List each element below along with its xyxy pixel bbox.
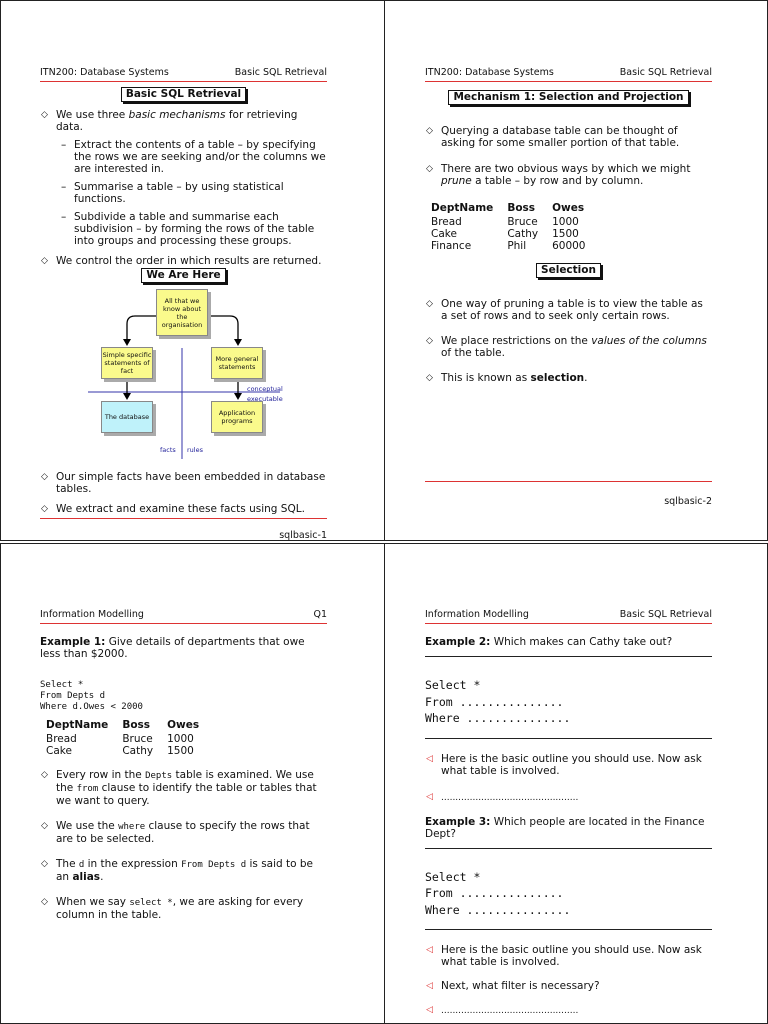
header-right: Basic SQL Retrieval xyxy=(619,67,712,78)
diamond-icon: ◇ xyxy=(426,126,433,136)
table-row: Bread Bruce 1000 xyxy=(46,733,194,745)
table-header-row: DeptName Boss Owes xyxy=(431,202,585,214)
slide-header xyxy=(425,67,712,82)
table-row: Bread Bruce 1000 xyxy=(431,216,579,228)
slide-2 xyxy=(384,0,768,541)
slide-1 xyxy=(0,0,385,541)
sub-item: – Summarise a table – by using statistical functions. xyxy=(61,181,284,205)
sub-item: – Subdivide a table and summarise each subdivision – by forming the rows of the table into groups and processing these groups. xyxy=(61,211,315,247)
table-row: Cake Cathy 1500 xyxy=(431,228,579,240)
diamond-icon: ◇ xyxy=(426,373,433,383)
depts-table xyxy=(431,202,599,252)
bullet: ◇ When we say select *, we are asking for every column in the table. xyxy=(41,896,304,921)
sub-item: – Extract the contents of a table – by specifying the rows we are seeking and/or the columns we are interested in. xyxy=(61,139,326,175)
bullet: ◇ Querying a database table can be thought of asking for some smaller portion of that table. xyxy=(426,125,680,149)
bullet: ◇ We use the where clause to specify the rows that are to be selected. xyxy=(41,820,310,845)
example-3: Example 3: Which people are located in the Finance Dept? xyxy=(425,816,712,849)
diamond-icon: ◇ xyxy=(41,859,48,869)
general-statements-box: More general statements xyxy=(211,347,263,379)
slide-4-content xyxy=(425,609,712,1017)
triangle-left-icon: ◁ xyxy=(426,981,433,991)
simple-facts-box: Simple specific statements of fact xyxy=(101,347,153,379)
diamond-icon: ◇ xyxy=(41,821,48,831)
slide-4 xyxy=(384,543,768,1024)
dash-icon: – xyxy=(61,211,67,223)
executable-label: executable xyxy=(247,395,283,403)
slide-3 xyxy=(0,543,385,1024)
bullet: ◇ Our simple facts have been embedded in database tables. xyxy=(41,471,326,495)
header-right: Q1 xyxy=(313,609,327,620)
slide-1-content xyxy=(40,67,327,541)
bullet: ◇ One way of pruning a table is to view the table as a set of rows and to seek only certain rows. xyxy=(426,298,703,322)
diamond-icon: ◇ xyxy=(41,897,48,907)
bullet: ◇ We place restrictions on the values of the columns of the table. xyxy=(426,335,707,359)
bullet: ◇ The d in the expression From Depts d is said to be an alias. xyxy=(41,858,314,883)
we-are-here-title: We Are Here xyxy=(141,268,225,283)
diamond-icon: ◇ xyxy=(41,472,48,482)
triangle-left-icon: ◁ xyxy=(426,791,433,802)
knowledge-diagram xyxy=(40,289,327,465)
footer-rule xyxy=(425,481,712,482)
diamond-icon: ◇ xyxy=(41,504,48,514)
slide-header xyxy=(425,609,712,624)
answer-line: ◁ ................................................ xyxy=(426,1005,579,1016)
dash-icon: – xyxy=(61,181,67,193)
slide-title: Mechanism 1: Selection and Projection xyxy=(448,90,688,105)
diamond-icon: ◇ xyxy=(426,299,433,309)
database-box: The database xyxy=(101,401,153,433)
example-1: Example 1: Give details of departments that owe less than $2000. xyxy=(40,636,305,660)
slide-title: Basic SQL Retrieval xyxy=(121,87,246,102)
slide-2-content xyxy=(425,67,712,508)
bullet: ◇ We extract and examine these facts using SQL. xyxy=(40,503,327,519)
top-box: All that we know about the organisation xyxy=(156,289,208,336)
diamond-icon: ◇ xyxy=(41,110,48,120)
table-row: Finance Phil 60000 xyxy=(431,240,586,252)
bullet: ◇ We use three basic mechanisms for retrieving data. xyxy=(41,109,298,133)
selection-title: Selection xyxy=(536,263,601,278)
answer-line: ◁ ................................................ xyxy=(426,791,579,803)
sql-query: Select * From Depts d Where d.Owes < 2000 xyxy=(40,680,143,712)
triangle-left-icon: ◁ xyxy=(426,1005,433,1015)
diamond-icon: ◇ xyxy=(41,256,48,266)
hint: ◁ Next, what filter is necessary? xyxy=(426,980,600,992)
diamond-icon: ◇ xyxy=(426,336,433,346)
conceptual-label: conceptual xyxy=(247,385,283,393)
header-left: Information Modelling xyxy=(40,609,144,620)
table-header-row: DeptName Boss Owes xyxy=(46,719,200,731)
slide-3-content xyxy=(40,609,327,921)
facts-label: facts xyxy=(160,446,176,454)
bullet: ◇ Every row in the Depts table is examined. We use the from clause to identify the table or tables that we want to query. xyxy=(41,769,317,807)
header-right: Basic SQL Retrieval xyxy=(619,609,712,620)
header-left: Information Modelling xyxy=(425,609,529,620)
diamond-icon: ◇ xyxy=(426,164,433,174)
hint: ◁ Here is the basic outline you should use. Now ask what table is involved. xyxy=(426,752,702,777)
rules-label: rules xyxy=(187,446,203,454)
triangle-left-icon: ◁ xyxy=(426,945,433,955)
table-row: Cake Cathy 1500 xyxy=(46,745,194,757)
diamond-icon: ◇ xyxy=(41,770,48,780)
sql-outline: Select * From ............... Where ............... xyxy=(425,869,712,931)
dash-icon: – xyxy=(61,139,67,151)
slide-footer: sqlbasic-2 xyxy=(664,496,712,507)
slide-header xyxy=(40,609,327,624)
header-left: ITN200: Database Systems xyxy=(425,67,554,78)
example-2: Example 2: Which makes can Cathy take out? xyxy=(425,636,712,657)
hint: ◁ Here is the basic outline you should use. Now ask what table is involved. xyxy=(426,944,702,968)
slide-footer: sqlbasic-1 xyxy=(279,530,327,541)
bullet: ◇ This is known as selection. xyxy=(426,372,588,384)
header-right: Basic SQL Retrieval xyxy=(234,67,327,78)
header-left: ITN200: Database Systems xyxy=(40,67,169,78)
application-programs-box: Application programs xyxy=(211,401,263,433)
bullet: ◇ There are two obvious ways by which we might prune a table – by row and by column. xyxy=(426,163,691,187)
slide-header xyxy=(40,67,327,82)
result-table xyxy=(46,719,213,757)
triangle-left-icon: ◁ xyxy=(426,753,433,764)
sql-outline: Select * From ............... Where ............... xyxy=(425,677,712,739)
bullet: ◇ We control the order in which results are returned. xyxy=(41,255,322,267)
